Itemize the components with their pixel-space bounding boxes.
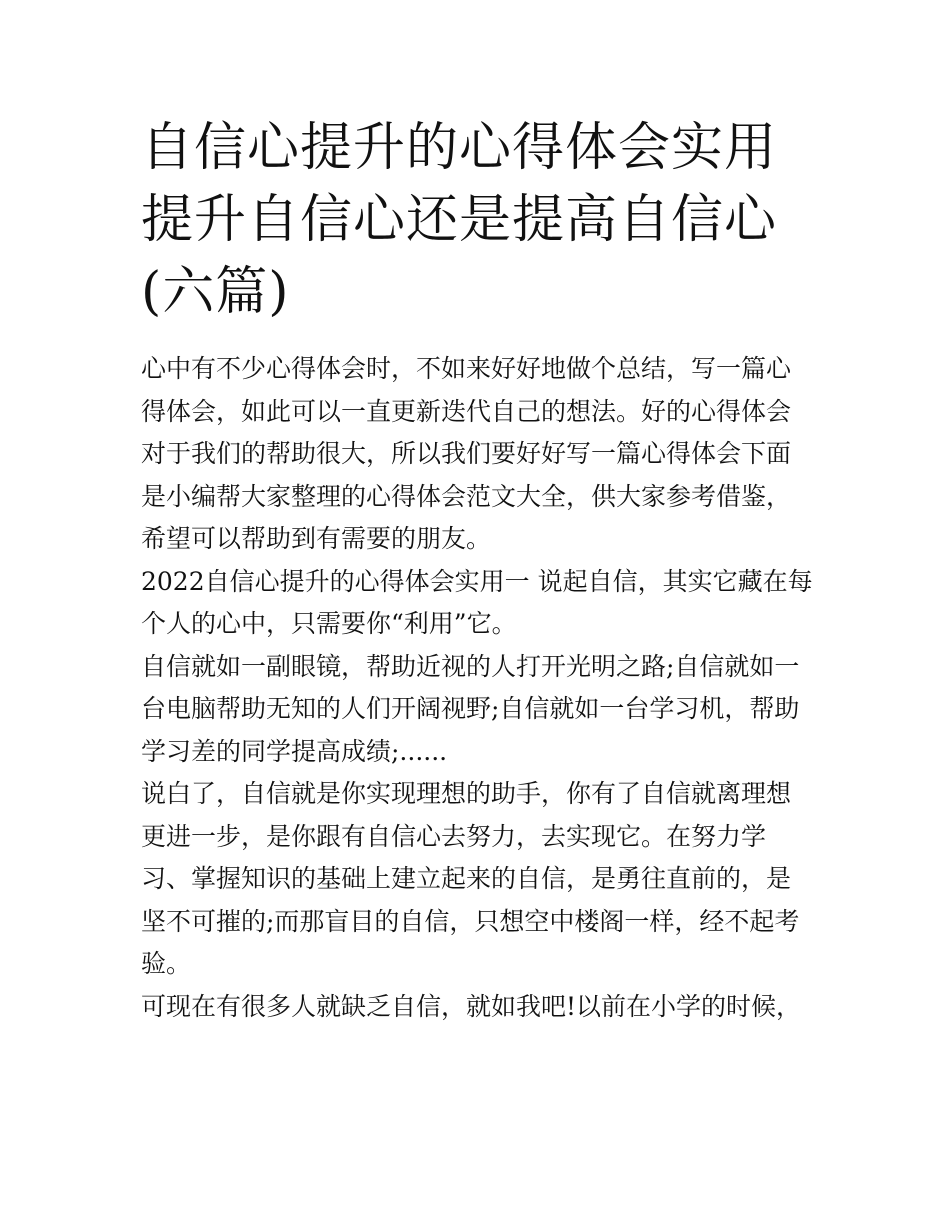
document-title: 自信心提升的心得体会实用 提升自信心还是提高自信心(六篇) (141, 118, 778, 322)
paragraph-section-one: 2022自信心提升的心得体会实用一 说起自信，其实它藏在每个人的心中，只需要你“利用”它。 (141, 566, 813, 638)
paragraph-metaphors: 自信就如一副眼镜，帮助近视的人打开光明之路;自信就如一台电脑帮助无知的人们开阔视野;自信就如一台学习机，帮助学习差的同学提高成绩;...... (141, 651, 800, 766)
document-body (141, 348, 813, 1028)
paragraph-explanation: 说白了，自信就是你实现理想的助手，你有了自信就离理想更进一步，是你跟有自信心去努力，去实现它。在努力学习、掌握知识的基础上建立起来的自信，是勇往直前的，是坚不可摧的;而那盲目的自信，只想空中楼阁一样，经不起考验。 (141, 779, 800, 978)
paragraph-intro: 心中有不少心得体会时，不如来好好地做个总结，写一篇心得体会，如此可以一直更新迭代自己的想法。好的心得体会对于我们的帮助很大，所以我们要好好写一篇心得体会下面是小编帮大家整理的心得体会范文大全，供大家参考借鉴，希望可以帮助到有需要的朋友。 (141, 354, 792, 553)
paragraph-personal: 可现在有很多人就缺乏自信，就如我吧!以前在小学的时候， (141, 991, 802, 1021)
document-content (141, 112, 813, 1028)
